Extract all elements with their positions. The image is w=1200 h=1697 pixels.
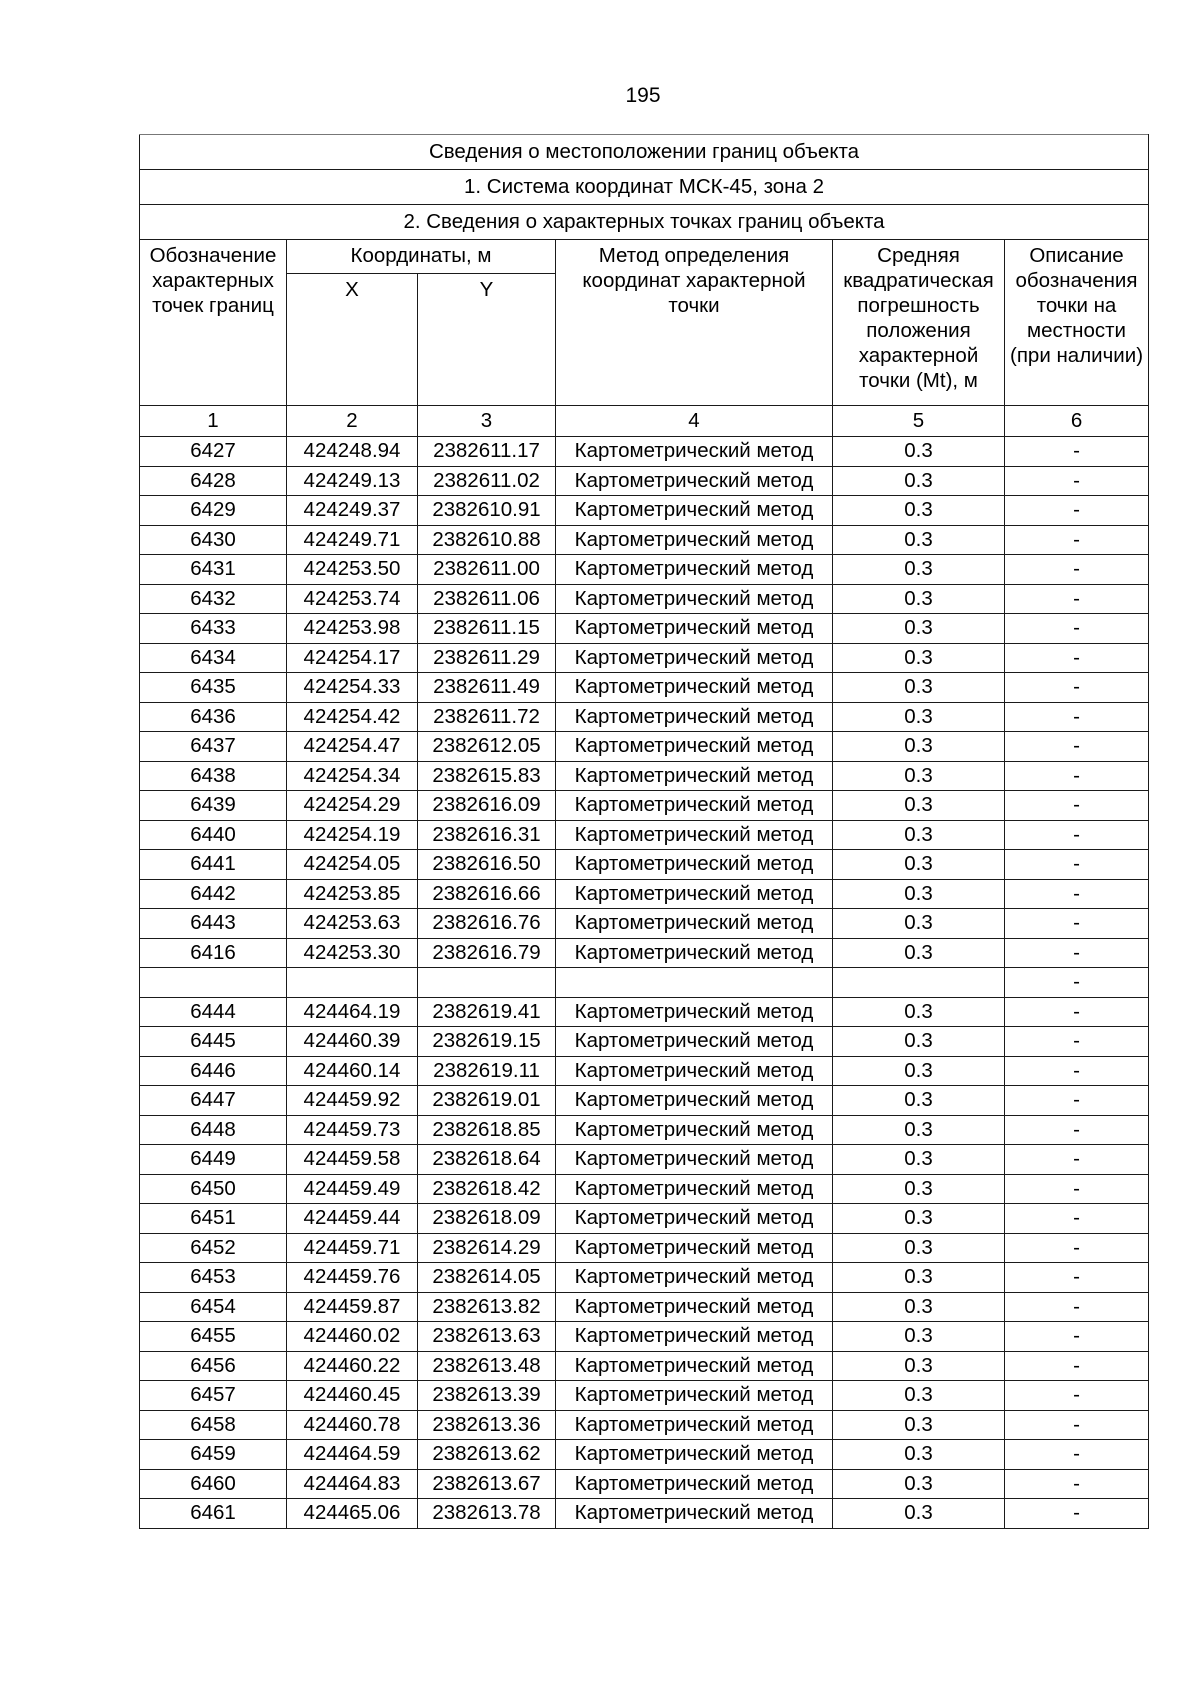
cell-method: Картометрический метод xyxy=(556,643,833,673)
cell-description: - xyxy=(1005,702,1149,732)
cell-method: Картометрический метод xyxy=(556,1115,833,1145)
cell-y: 2382611.00 xyxy=(418,555,556,585)
table-row xyxy=(140,1410,1149,1440)
cell-description: - xyxy=(1005,1174,1149,1204)
cell-x: 424459.73 xyxy=(287,1115,418,1145)
cell-point-id: 6430 xyxy=(140,525,287,555)
cell-y: 2382613.62 xyxy=(418,1440,556,1470)
cell-x: 424459.92 xyxy=(287,1086,418,1116)
table-row xyxy=(140,820,1149,850)
cell-point-id: 6451 xyxy=(140,1204,287,1234)
header-coordinates: Координаты, м xyxy=(287,240,556,274)
cell-error: 0.3 xyxy=(833,820,1005,850)
cell-x: 424460.14 xyxy=(287,1056,418,1086)
cell-error: 0.3 xyxy=(833,673,1005,703)
cell-error: 0.3 xyxy=(833,909,1005,939)
cell-description: - xyxy=(1005,1292,1149,1322)
cell-method: Картометрический метод xyxy=(556,938,833,968)
cell-y: 2382618.64 xyxy=(418,1145,556,1175)
cell-error: 0.3 xyxy=(833,584,1005,614)
cell-method: Картометрический метод xyxy=(556,496,833,526)
column-number: 1 xyxy=(140,406,287,437)
cell-x: 424254.19 xyxy=(287,820,418,850)
cell-description: - xyxy=(1005,437,1149,467)
cell-x: 424249.71 xyxy=(287,525,418,555)
cell-point-id: 6452 xyxy=(140,1233,287,1263)
cell-method: Картометрический метод xyxy=(556,1027,833,1057)
header-x: X xyxy=(287,274,418,406)
cell-method: Картометрический метод xyxy=(556,1322,833,1352)
table-title: Сведения о местоположении границ объекта xyxy=(140,135,1149,170)
cell-description: - xyxy=(1005,496,1149,526)
cell-method: Картометрический метод xyxy=(556,791,833,821)
cell-y: 2382611.72 xyxy=(418,702,556,732)
cell-point-id: 6454 xyxy=(140,1292,287,1322)
cell-x: 424460.39 xyxy=(287,1027,418,1057)
cell-point-id: 6442 xyxy=(140,879,287,909)
cell-description: - xyxy=(1005,1499,1149,1529)
cell-description: - xyxy=(1005,879,1149,909)
header-error: Средняя квадратическая погрешность положения характерной точки (Mt), м xyxy=(833,240,1005,406)
cell-point-id: 6456 xyxy=(140,1351,287,1381)
cell-description: - xyxy=(1005,525,1149,555)
header-method: Метод определения координат характерной точки xyxy=(556,240,833,406)
cell-y: 2382614.29 xyxy=(418,1233,556,1263)
column-number: 3 xyxy=(418,406,556,437)
cell-error: 0.3 xyxy=(833,1086,1005,1116)
cell-x: 424254.42 xyxy=(287,702,418,732)
cell-point-id: 6453 xyxy=(140,1263,287,1293)
cell-error: 0.3 xyxy=(833,437,1005,467)
cell-x: 424254.29 xyxy=(287,791,418,821)
cell-x: 424459.87 xyxy=(287,1292,418,1322)
table-row xyxy=(140,909,1149,939)
cell-y: 2382619.41 xyxy=(418,997,556,1027)
cell-y: 2382613.82 xyxy=(418,1292,556,1322)
cell-y: 2382614.05 xyxy=(418,1263,556,1293)
cell-point-id: 6443 xyxy=(140,909,287,939)
cell-x: 424460.02 xyxy=(287,1322,418,1352)
cell-y: 2382616.31 xyxy=(418,820,556,850)
table-row xyxy=(140,555,1149,585)
table-row xyxy=(140,584,1149,614)
cell-x: 424253.30 xyxy=(287,938,418,968)
cell-error: 0.3 xyxy=(833,1115,1005,1145)
cell-description: - xyxy=(1005,1027,1149,1057)
column-number-row xyxy=(140,406,1149,437)
cell-description: - xyxy=(1005,673,1149,703)
cell-x: 424254.17 xyxy=(287,643,418,673)
cell-y: 2382616.09 xyxy=(418,791,556,821)
cell-description: - xyxy=(1005,820,1149,850)
cell-x: 424249.13 xyxy=(287,466,418,496)
cell-y: 2382612.05 xyxy=(418,732,556,762)
cell-y: 2382611.17 xyxy=(418,437,556,467)
cell-description: - xyxy=(1005,1351,1149,1381)
table-row xyxy=(140,702,1149,732)
table-row xyxy=(140,791,1149,821)
column-number: 5 xyxy=(833,406,1005,437)
cell-point-id: 6434 xyxy=(140,643,287,673)
cell-error: 0.3 xyxy=(833,496,1005,526)
cell-point-id: 6441 xyxy=(140,850,287,880)
cell-point-id: 6428 xyxy=(140,466,287,496)
cell-description: - xyxy=(1005,761,1149,791)
cell-point-id: 6433 xyxy=(140,614,287,644)
cell-error: 0.3 xyxy=(833,1351,1005,1381)
cell-error: 0.3 xyxy=(833,1410,1005,1440)
cell-description: - xyxy=(1005,555,1149,585)
cell-method: Картометрический метод xyxy=(556,437,833,467)
cell-description: - xyxy=(1005,1233,1149,1263)
cell-description: - xyxy=(1005,1086,1149,1116)
cell-error: 0.3 xyxy=(833,938,1005,968)
cell-method: Картометрический метод xyxy=(556,1204,833,1234)
cell-x: 424464.19 xyxy=(287,997,418,1027)
cell-method: Картометрический метод xyxy=(556,584,833,614)
cell-method: Картометрический метод xyxy=(556,702,833,732)
table-row xyxy=(140,466,1149,496)
cell-error: 0.3 xyxy=(833,761,1005,791)
cell-x: 424459.44 xyxy=(287,1204,418,1234)
cell-x: 424460.45 xyxy=(287,1381,418,1411)
cell-point-id: 6460 xyxy=(140,1469,287,1499)
cell-error: 0.3 xyxy=(833,1263,1005,1293)
cell-y: 2382611.02 xyxy=(418,466,556,496)
cell-error: 0.3 xyxy=(833,879,1005,909)
cell-point-id: 6446 xyxy=(140,1056,287,1086)
cell-x: 424253.98 xyxy=(287,614,418,644)
cell-method: Картометрический метод xyxy=(556,555,833,585)
table-row xyxy=(140,437,1149,467)
cell-x: 424253.50 xyxy=(287,555,418,585)
cell-point-id: 6444 xyxy=(140,997,287,1027)
table-row xyxy=(140,1145,1149,1175)
cell-x: 424253.85 xyxy=(287,879,418,909)
cell-method: Картометрический метод xyxy=(556,1351,833,1381)
cell-method: Картометрический метод xyxy=(556,1499,833,1529)
cell-point-id: 6429 xyxy=(140,496,287,526)
cell-method: Картометрический метод xyxy=(556,1086,833,1116)
cell-error: 0.3 xyxy=(833,466,1005,496)
cell-error: 0.3 xyxy=(833,643,1005,673)
cell-y: 2382616.76 xyxy=(418,909,556,939)
cell-error: 0.3 xyxy=(833,1292,1005,1322)
table-row xyxy=(140,1233,1149,1263)
cell-y: 2382610.88 xyxy=(418,525,556,555)
cell-method: Картометрический метод xyxy=(556,1233,833,1263)
column-number: 2 xyxy=(287,406,418,437)
cell-x: 424253.63 xyxy=(287,909,418,939)
cell-y: 2382616.79 xyxy=(418,938,556,968)
table-row xyxy=(140,496,1149,526)
cell-method: Картометрический метод xyxy=(556,761,833,791)
cell-error: 0.3 xyxy=(833,1381,1005,1411)
cell-y: 2382613.63 xyxy=(418,1322,556,1352)
table-row xyxy=(140,1469,1149,1499)
column-number: 6 xyxy=(1005,406,1149,437)
cell-description: - xyxy=(1005,1145,1149,1175)
cell-description: - xyxy=(1005,1322,1149,1352)
cell-y: 2382616.50 xyxy=(418,850,556,880)
cell-description: - xyxy=(1005,466,1149,496)
cell-error: 0.3 xyxy=(833,1056,1005,1086)
table-row xyxy=(140,1263,1149,1293)
cell-y: 2382613.67 xyxy=(418,1469,556,1499)
cell-error: 0.3 xyxy=(833,1204,1005,1234)
table-row xyxy=(140,525,1149,555)
cell-x: 424254.47 xyxy=(287,732,418,762)
cell-method: Картометрический метод xyxy=(556,732,833,762)
table-row xyxy=(140,1204,1149,1234)
table-row xyxy=(140,879,1149,909)
cell-description: - xyxy=(1005,791,1149,821)
cell-point-id: 6448 xyxy=(140,1115,287,1145)
header-y: Y xyxy=(418,274,556,406)
cell-point-id: 6427 xyxy=(140,437,287,467)
table-row xyxy=(140,850,1149,880)
cell-x: 424465.06 xyxy=(287,1499,418,1529)
cell-description: - xyxy=(1005,1263,1149,1293)
cell-x xyxy=(287,968,418,998)
cell-x: 424459.58 xyxy=(287,1145,418,1175)
cell-error: 0.3 xyxy=(833,1233,1005,1263)
cell-point-id: 6416 xyxy=(140,938,287,968)
cell-method: Картометрический метод xyxy=(556,820,833,850)
cell-x: 424254.05 xyxy=(287,850,418,880)
header-description: Описание обозначения точки на местности (при наличии) xyxy=(1005,240,1149,406)
cell-method: Картометрический метод xyxy=(556,1440,833,1470)
cell-error: 0.3 xyxy=(833,1440,1005,1470)
cell-y: 2382610.91 xyxy=(418,496,556,526)
cell-method: Картометрический метод xyxy=(556,997,833,1027)
cell-method: Картометрический метод xyxy=(556,1410,833,1440)
cell-error: 0.3 xyxy=(833,1145,1005,1175)
cell-point-id xyxy=(140,968,287,998)
cell-y: 2382613.39 xyxy=(418,1381,556,1411)
cell-method: Картометрический метод xyxy=(556,1174,833,1204)
cell-error: 0.3 xyxy=(833,732,1005,762)
table-row xyxy=(140,1381,1149,1411)
cell-error: 0.3 xyxy=(833,555,1005,585)
table-row xyxy=(140,1174,1149,1204)
cell-method: Картометрический метод xyxy=(556,1292,833,1322)
cell-error: 0.3 xyxy=(833,614,1005,644)
cell-x: 424459.71 xyxy=(287,1233,418,1263)
cell-point-id: 6431 xyxy=(140,555,287,585)
cell-y: 2382618.85 xyxy=(418,1115,556,1145)
cell-description: - xyxy=(1005,732,1149,762)
cell-point-id: 6445 xyxy=(140,1027,287,1057)
cell-method: Картометрический метод xyxy=(556,673,833,703)
cell-error: 0.3 xyxy=(833,702,1005,732)
cell-point-id: 6459 xyxy=(140,1440,287,1470)
cell-x: 424460.78 xyxy=(287,1410,418,1440)
cell-description: - xyxy=(1005,643,1149,673)
cell-error: 0.3 xyxy=(833,525,1005,555)
cell-y: 2382611.29 xyxy=(418,643,556,673)
table-row xyxy=(140,968,1149,998)
cell-error: 0.3 xyxy=(833,791,1005,821)
cell-method: Картометрический метод xyxy=(556,1469,833,1499)
cell-description: - xyxy=(1005,1381,1149,1411)
cell-error: 0.3 xyxy=(833,1469,1005,1499)
cell-x: 424459.76 xyxy=(287,1263,418,1293)
cell-x: 424464.59 xyxy=(287,1440,418,1470)
section-heading: 2. Сведения о характерных точках границ объекта xyxy=(140,205,1149,240)
cell-error: 0.3 xyxy=(833,1499,1005,1529)
cell-point-id: 6437 xyxy=(140,732,287,762)
cell-method: Картометрический метод xyxy=(556,879,833,909)
cell-method: Картометрический метод xyxy=(556,1263,833,1293)
table-row xyxy=(140,938,1149,968)
cell-point-id: 6455 xyxy=(140,1322,287,1352)
cell-y: 2382619.01 xyxy=(418,1086,556,1116)
table-row xyxy=(140,1322,1149,1352)
cell-description: - xyxy=(1005,614,1149,644)
cell-method: Картометрический метод xyxy=(556,1381,833,1411)
cell-y: 2382611.06 xyxy=(418,584,556,614)
cell-method: Картометрический метод xyxy=(556,614,833,644)
cell-y: 2382613.78 xyxy=(418,1499,556,1529)
cell-y: 2382619.11 xyxy=(418,1056,556,1086)
cell-y: 2382618.42 xyxy=(418,1174,556,1204)
column-number: 4 xyxy=(556,406,833,437)
cell-point-id: 6457 xyxy=(140,1381,287,1411)
cell-description: - xyxy=(1005,997,1149,1027)
cell-y: 2382616.66 xyxy=(418,879,556,909)
cell-x: 424254.33 xyxy=(287,673,418,703)
cell-point-id: 6432 xyxy=(140,584,287,614)
table-row xyxy=(140,1499,1149,1529)
table-row xyxy=(140,673,1149,703)
table-row xyxy=(140,1440,1149,1470)
cell-description: - xyxy=(1005,584,1149,614)
table-row xyxy=(140,1086,1149,1116)
cell-y: 2382619.15 xyxy=(418,1027,556,1057)
cell-x: 424248.94 xyxy=(287,437,418,467)
cell-y: 2382613.48 xyxy=(418,1351,556,1381)
cell-error: 0.3 xyxy=(833,1322,1005,1352)
cell-y: 2382611.15 xyxy=(418,614,556,644)
table-row xyxy=(140,1056,1149,1086)
cell-y: 2382613.36 xyxy=(418,1410,556,1440)
table-row xyxy=(140,1027,1149,1057)
table-row xyxy=(140,614,1149,644)
cell-method: Картометрический метод xyxy=(556,1056,833,1086)
cell-point-id: 6449 xyxy=(140,1145,287,1175)
table-row xyxy=(140,1292,1149,1322)
cell-description: - xyxy=(1005,850,1149,880)
cell-description: - xyxy=(1005,909,1149,939)
boundary-points-table xyxy=(139,134,1149,1529)
cell-description: - xyxy=(1005,968,1149,998)
cell-description: - xyxy=(1005,1440,1149,1470)
cell-description: - xyxy=(1005,1469,1149,1499)
cell-description: - xyxy=(1005,1056,1149,1086)
cell-method: Картометрический метод xyxy=(556,466,833,496)
table-row xyxy=(140,997,1149,1027)
cell-x: 424254.34 xyxy=(287,761,418,791)
cell-description: - xyxy=(1005,1115,1149,1145)
table-row xyxy=(140,761,1149,791)
cell-x: 424253.74 xyxy=(287,584,418,614)
cell-point-id: 6440 xyxy=(140,820,287,850)
cell-point-id: 6447 xyxy=(140,1086,287,1116)
cell-x: 424460.22 xyxy=(287,1351,418,1381)
table-row xyxy=(140,643,1149,673)
table-row xyxy=(140,1351,1149,1381)
cell-description: - xyxy=(1005,1204,1149,1234)
cell-description: - xyxy=(1005,938,1149,968)
cell-error: 0.3 xyxy=(833,997,1005,1027)
cell-method: Картометрический метод xyxy=(556,909,833,939)
cell-error: 0.3 xyxy=(833,850,1005,880)
cell-error: 0.3 xyxy=(833,1027,1005,1057)
cell-x: 424249.37 xyxy=(287,496,418,526)
cell-x: 424459.49 xyxy=(287,1174,418,1204)
cell-x: 424464.83 xyxy=(287,1469,418,1499)
cell-method xyxy=(556,968,833,998)
cell-method: Картометрический метод xyxy=(556,525,833,555)
table-row xyxy=(140,732,1149,762)
cell-method: Картометрический метод xyxy=(556,1145,833,1175)
table-row xyxy=(140,1115,1149,1145)
cell-y: 2382618.09 xyxy=(418,1204,556,1234)
cell-point-id: 6461 xyxy=(140,1499,287,1529)
cell-point-id: 6439 xyxy=(140,791,287,821)
cell-y xyxy=(418,968,556,998)
page-number: 195 xyxy=(625,84,661,107)
cell-description: - xyxy=(1005,1410,1149,1440)
cell-error xyxy=(833,968,1005,998)
cell-point-id: 6458 xyxy=(140,1410,287,1440)
coordinate-system-heading: 1. Система координат МСК-45, зона 2 xyxy=(140,170,1149,205)
cell-y: 2382611.49 xyxy=(418,673,556,703)
cell-y: 2382615.83 xyxy=(418,761,556,791)
cell-error: 0.3 xyxy=(833,1174,1005,1204)
cell-point-id: 6435 xyxy=(140,673,287,703)
cell-point-id: 6450 xyxy=(140,1174,287,1204)
header-point-label: Обозначение характерных точек границ xyxy=(140,240,287,406)
cell-method: Картометрический метод xyxy=(556,850,833,880)
cell-point-id: 6438 xyxy=(140,761,287,791)
cell-point-id: 6436 xyxy=(140,702,287,732)
